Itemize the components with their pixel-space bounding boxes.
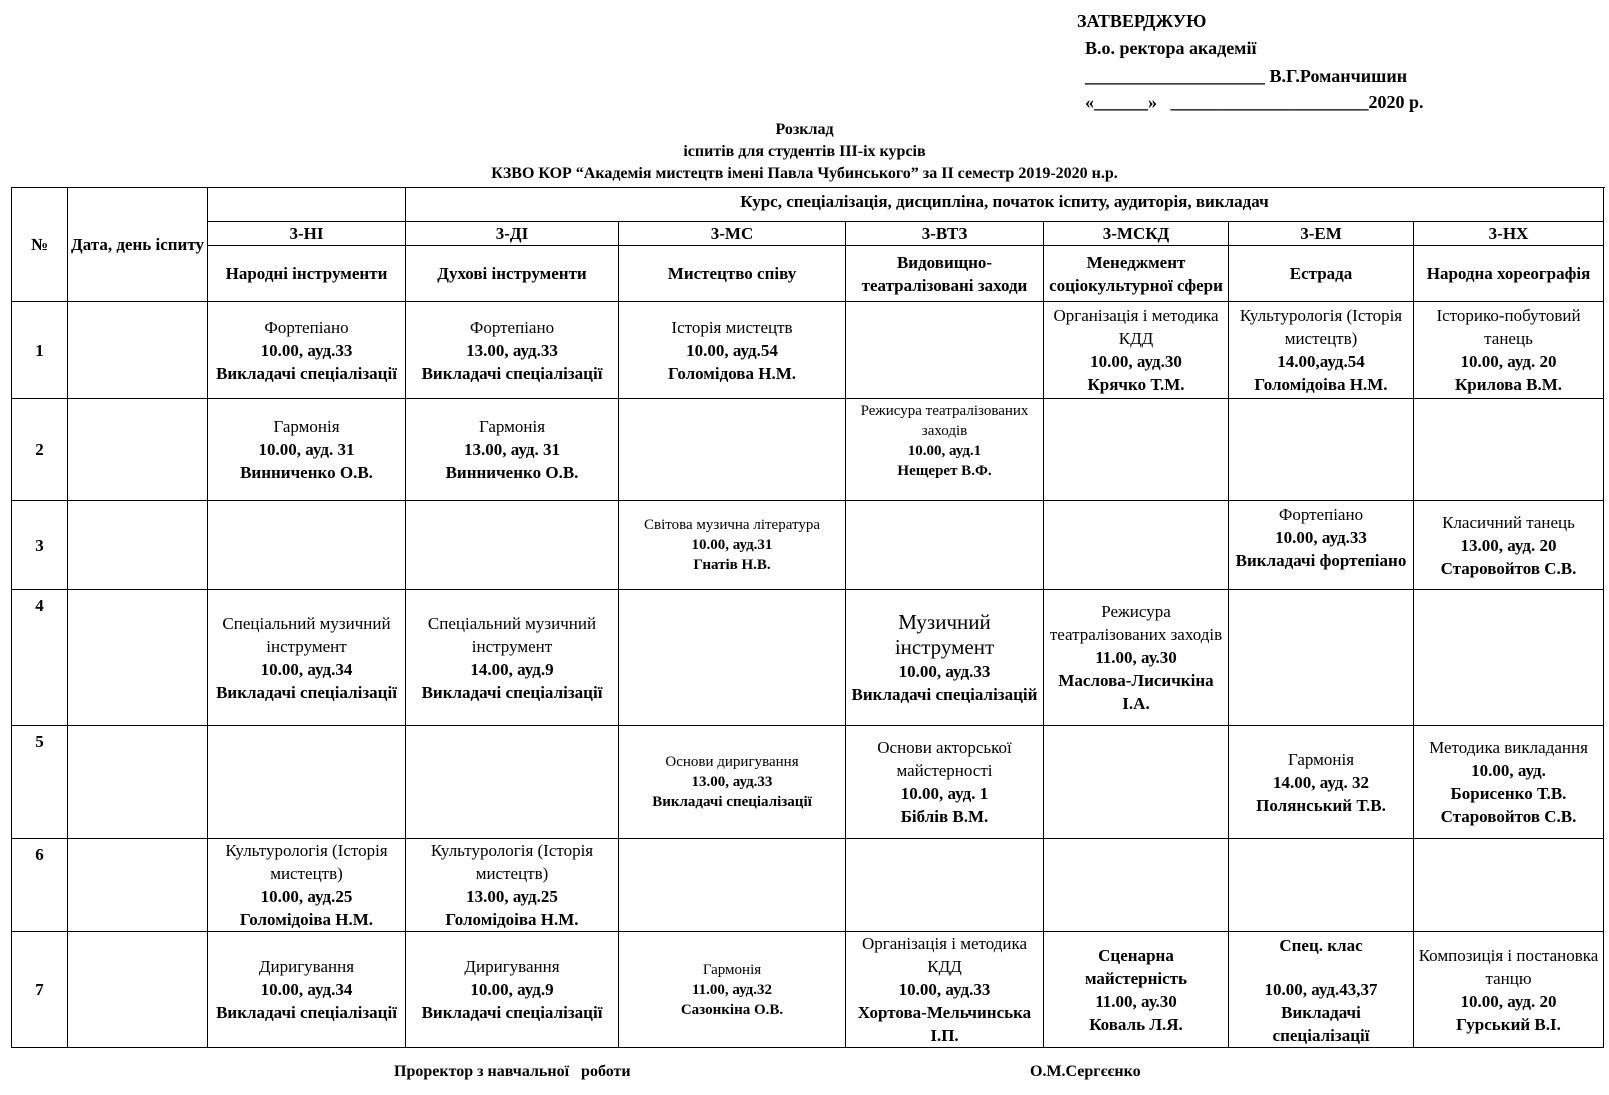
exam-teacher: Старовойтов С.В. <box>1440 558 1577 578</box>
exam-teacher: Хортова-Мельчинська І.П. <box>857 1003 1032 1045</box>
exam-discipline: Гармонія <box>478 417 546 436</box>
exam-discipline: Диригування <box>464 957 560 976</box>
exam-cell <box>1414 932 1604 1048</box>
exam-discipline: Методика викладання <box>1429 738 1588 757</box>
exam-discipline: Історія мистецтв <box>671 317 793 337</box>
exam-cell <box>1414 726 1604 839</box>
group-code: 3-ВТЗ <box>846 222 1044 246</box>
exam-time-room: 10.00, ауд.25 <box>260 887 353 906</box>
exam-teacher: Голомідоіва Н.М. <box>445 910 579 929</box>
footer-signatory: О.М.Сергєєнко <box>1030 1063 1141 1080</box>
exam-teacher: Біблів В.М. <box>900 807 989 826</box>
exam-discipline: Спеціальний музичний інструмент <box>222 613 391 656</box>
exam-cell <box>406 726 619 839</box>
exam-time-room: 13.00, ауд.33 <box>466 340 558 360</box>
exam-discipline: Історико-побутовий танець <box>1436 306 1581 348</box>
exam-cell <box>619 590 846 726</box>
exam-time-room: 11.00, ауд.32 <box>691 981 773 998</box>
exam-discipline: Сценарна майстерність <box>1084 945 1188 988</box>
exam-time-room: 13.00, ауд.25 <box>466 887 558 906</box>
specialization-name: Народні інструменти <box>208 246 406 302</box>
exam-time-room: 10.00, ауд. 20 <box>1460 991 1557 1011</box>
exam-discipline: Режисура театралізованих заходів <box>1049 602 1223 644</box>
exam-teacher: Борисенко Т.В. Старовойтов С.В. <box>1440 784 1577 826</box>
exam-cell <box>1414 590 1604 726</box>
exam-time-room: 10.00, ауд.1 <box>907 443 982 459</box>
group-code: 3-МС <box>619 222 846 246</box>
exam-time-room: 11.00, ау.30 <box>1095 648 1177 667</box>
exam-cell <box>406 501 619 590</box>
exam-time-room: 10.00, ауд.54 <box>686 340 778 360</box>
schedule-row <box>12 839 1604 932</box>
exam-cell <box>1229 501 1414 590</box>
exam-cell <box>1044 932 1229 1048</box>
exam-cell <box>1044 590 1229 726</box>
exam-cell <box>1229 932 1414 1048</box>
exam-cell <box>1229 726 1414 839</box>
group-code: 3-НІ <box>208 222 406 246</box>
column-header-number: № <box>12 188 68 302</box>
row-number: 2 <box>12 399 68 501</box>
exam-cell <box>619 932 846 1048</box>
exam-time-room: 10.00, ауд. 1 <box>900 784 989 803</box>
specialization-name: Духові інструменти <box>406 246 619 302</box>
exam-cell <box>846 501 1044 590</box>
exam-schedule-table <box>11 187 1604 1048</box>
specialization-name: Народна хореографія <box>1414 246 1604 302</box>
schedule-row <box>12 590 1604 726</box>
exam-teacher: Викладачі спеціалізації <box>216 1003 397 1022</box>
exam-cell <box>619 839 846 932</box>
exam-cell <box>846 590 1044 726</box>
exam-cell <box>1414 501 1604 590</box>
exam-cell <box>619 302 846 399</box>
exam-teacher: Крячко Т.М. <box>1087 375 1185 394</box>
header-blank-cell <box>208 188 406 222</box>
exam-teacher: Викладачі спеціалізації <box>1272 1003 1370 1045</box>
exam-cell <box>1229 839 1414 932</box>
exam-cell <box>619 501 846 590</box>
exam-teacher: Гурський В.І. <box>1456 1014 1561 1034</box>
exam-teacher: Винниченко О.В. <box>445 463 579 482</box>
exam-discipline: Гармонія <box>702 961 762 978</box>
exam-cell <box>1229 399 1414 501</box>
exam-cell <box>1044 839 1229 932</box>
specialization-row <box>12 246 1604 302</box>
title-line-1: Розклад <box>775 121 834 138</box>
exam-date-cell <box>68 590 208 726</box>
exam-cell <box>406 302 619 399</box>
exam-teacher: Викладачі спеціалізації <box>421 363 603 383</box>
row-number: 1 <box>12 302 68 399</box>
exam-teacher: Голомідоіва Н.М. <box>1254 375 1388 394</box>
table-body <box>12 302 1604 1048</box>
exam-cell <box>406 399 619 501</box>
exam-date-cell <box>68 726 208 839</box>
specialization-name: Видовищно-театралізовані заходи <box>846 246 1044 302</box>
exam-time-room: 13.00, ауд. 20 <box>1460 535 1557 555</box>
exam-time-room: 10.00, ауд.33 <box>898 661 991 681</box>
exam-teacher: Гнатів Н.В. <box>693 557 771 573</box>
schedule-row <box>12 501 1604 590</box>
exam-cell <box>1044 726 1229 839</box>
exam-teacher: Маслова-Лисичкіна І.А. <box>1058 671 1214 713</box>
title-line-2: іспитів для студентів ІІІ-іх курсів <box>683 143 926 160</box>
row-number: 5 <box>12 726 68 839</box>
exam-time-room: 14.00,ауд.54 <box>1277 352 1365 371</box>
exam-time-room: 10.00, ауд.34 <box>260 659 353 679</box>
exam-cell <box>1414 302 1604 399</box>
schedule-row <box>12 302 1604 399</box>
exam-discipline: Гармонія <box>1287 749 1355 769</box>
exam-cell <box>1044 302 1229 399</box>
exam-cell <box>406 932 619 1048</box>
exam-cell <box>208 590 406 726</box>
exam-cell <box>1044 501 1229 590</box>
exam-discipline: Фортепіано <box>264 317 349 337</box>
exam-teacher: Полянський Т.В. <box>1256 795 1386 815</box>
exam-teacher: Викладачі фортепіано <box>1235 551 1407 570</box>
exam-time-room: 11.00, ау.30 <box>1095 991 1177 1011</box>
exam-discipline: Культурологія (Історія мистецтв) <box>430 841 594 883</box>
exam-cell <box>619 726 846 839</box>
exam-time-room: 10.00, ауд. <box>1471 761 1546 780</box>
exam-cell <box>208 932 406 1048</box>
exam-cell <box>406 839 619 932</box>
exam-discipline: Організація і методика КДД <box>1053 306 1219 348</box>
exam-teacher: Нещерет В.Ф. <box>897 463 992 479</box>
exam-teacher: Викладачі спеціалізації <box>652 794 812 810</box>
exam-time-room: 10.00, ауд.33 <box>1275 528 1367 547</box>
exam-cell <box>208 839 406 932</box>
exam-cell <box>208 399 406 501</box>
exam-cell <box>846 399 1044 501</box>
exam-discipline: Гармонія <box>273 417 340 436</box>
title-line-3: КЗВО КОР “Академія мистецтв імені Павла Чубинського” за ІІ семестр 2019-2020 н.р. <box>491 165 1118 182</box>
table-header <box>12 188 1604 302</box>
exam-time-room: 10.00, ауд. 31 <box>258 440 355 459</box>
exam-cell <box>846 839 1044 932</box>
exam-cell <box>846 932 1044 1048</box>
row-number: 3 <box>12 501 68 590</box>
exam-cell <box>619 399 846 501</box>
group-code-row <box>12 222 1604 246</box>
row-number: 7 <box>12 932 68 1048</box>
exam-cell <box>208 726 406 839</box>
group-code: 3-ЕМ <box>1229 222 1414 246</box>
footer-position: Проректор з навчальної роботи <box>394 1063 631 1080</box>
exam-discipline: Організація і методика КДД <box>861 934 1028 976</box>
exam-discipline: Основи акторської майстерності <box>877 738 1012 780</box>
exam-time-room: 10.00, ауд.9 <box>470 980 554 999</box>
exam-date-cell <box>68 302 208 399</box>
exam-time-room: 10.00, ауд.31 <box>691 537 773 553</box>
exam-cell <box>1414 399 1604 501</box>
exam-date-cell <box>68 932 208 1048</box>
approval-line-3: ____________________ В.Г.Романчишин <box>1085 66 1408 86</box>
schedule-row <box>12 726 1604 839</box>
schedule-row <box>12 932 1604 1048</box>
exam-discipline: Основи диригування <box>665 754 799 770</box>
exam-time-room: 10.00, ауд.33 <box>260 340 353 360</box>
exam-cell <box>1229 590 1414 726</box>
specialization-name: Мистецтво співу <box>619 246 846 302</box>
exam-cell <box>846 726 1044 839</box>
exam-discipline: Класичний танець <box>1442 512 1575 532</box>
group-code: 3-НХ <box>1414 222 1604 246</box>
exam-discipline: Фортепіано <box>1278 505 1364 524</box>
exam-cell <box>208 302 406 399</box>
exam-time-room: 10.00, ауд.30 <box>1090 352 1182 371</box>
exam-teacher: Голомідова Н.М. <box>668 363 796 383</box>
exam-time-room: 14.00, ауд. 32 <box>1273 772 1369 792</box>
exam-time-room: 10.00, ауд.34 <box>260 980 353 999</box>
exam-teacher: Викладачі спеціалізації <box>216 363 397 383</box>
exam-time-room: 10.00, ауд. 20 <box>1460 352 1557 371</box>
row-number: 4 <box>12 590 68 726</box>
exam-time-room: 13.00, ауд.33 <box>691 774 773 790</box>
exam-cell <box>1229 302 1414 399</box>
exam-cell <box>406 590 619 726</box>
exam-date-cell <box>68 399 208 501</box>
exam-cell <box>208 501 406 590</box>
exam-time-room: 10.00, ауд.43,37 <box>1264 980 1378 999</box>
exam-teacher: Сазонкіна О.В. <box>680 1001 784 1018</box>
exam-discipline: Культурологія (Історія мистецтв) <box>1239 306 1403 348</box>
exam-time-room: 13.00, ауд. 31 <box>464 440 560 459</box>
group-code: 3-МСКД <box>1044 222 1229 246</box>
specialization-name: Естрада <box>1229 246 1414 302</box>
exam-discipline: Музичний інструмент <box>894 609 995 659</box>
approval-line-1: ЗАТВЕРДЖУЮ <box>1077 11 1207 31</box>
group-code: 3-ДІ <box>406 222 619 246</box>
exam-discipline: Культурологія (Історія мистецтв) <box>225 841 388 883</box>
exam-discipline: Спец. клас <box>1279 936 1363 955</box>
exam-teacher: Коваль Л.Я. <box>1089 1014 1183 1034</box>
exam-discipline: Фортепіано <box>469 317 555 337</box>
column-header-main: Курс, спеціалізація, дисципліна, початок іспиту, аудиторія, викладач <box>406 188 1604 222</box>
exam-discipline: Диригування <box>258 957 355 976</box>
exam-teacher: Крилова В.М. <box>1454 375 1562 394</box>
exam-date-cell <box>68 501 208 590</box>
exam-teacher: Голомідоіва Н.М. <box>239 910 374 929</box>
exam-teacher: Викладачі спеціалізацій <box>851 684 1038 704</box>
exam-teacher: Викладачі спеціалізації <box>421 682 603 702</box>
exam-date-cell <box>68 839 208 932</box>
exam-cell <box>1044 399 1229 501</box>
schedule-row <box>12 399 1604 501</box>
approval-line-4: «______» ______________________2020 р. <box>1085 92 1424 112</box>
exam-teacher: Викладачі спеціалізації <box>421 1003 603 1022</box>
column-header-date: Дата, день іспиту <box>68 188 208 302</box>
exam-discipline: Режисура театралізованих заходів <box>860 403 1029 439</box>
exam-discipline: Спеціальний музичний інструмент <box>427 613 597 656</box>
exam-time-room: 14.00, ауд.9 <box>470 659 554 679</box>
exam-discipline: Композиція і постановка танцю <box>1418 945 1599 988</box>
row-number: 6 <box>12 839 68 932</box>
exam-cell <box>1414 839 1604 932</box>
exam-time-room: 10.00, ауд.33 <box>898 980 991 999</box>
specialization-name: Менеджмент соціокультурної сфери <box>1044 246 1229 302</box>
exam-teacher: Викладачі спеціалізації <box>216 682 397 702</box>
approval-line-2: В.о. ректора академії <box>1085 38 1257 58</box>
exam-teacher: Винниченко О.В. <box>240 463 373 482</box>
exam-discipline: Світова музична література <box>644 517 820 533</box>
exam-cell <box>846 302 1044 399</box>
